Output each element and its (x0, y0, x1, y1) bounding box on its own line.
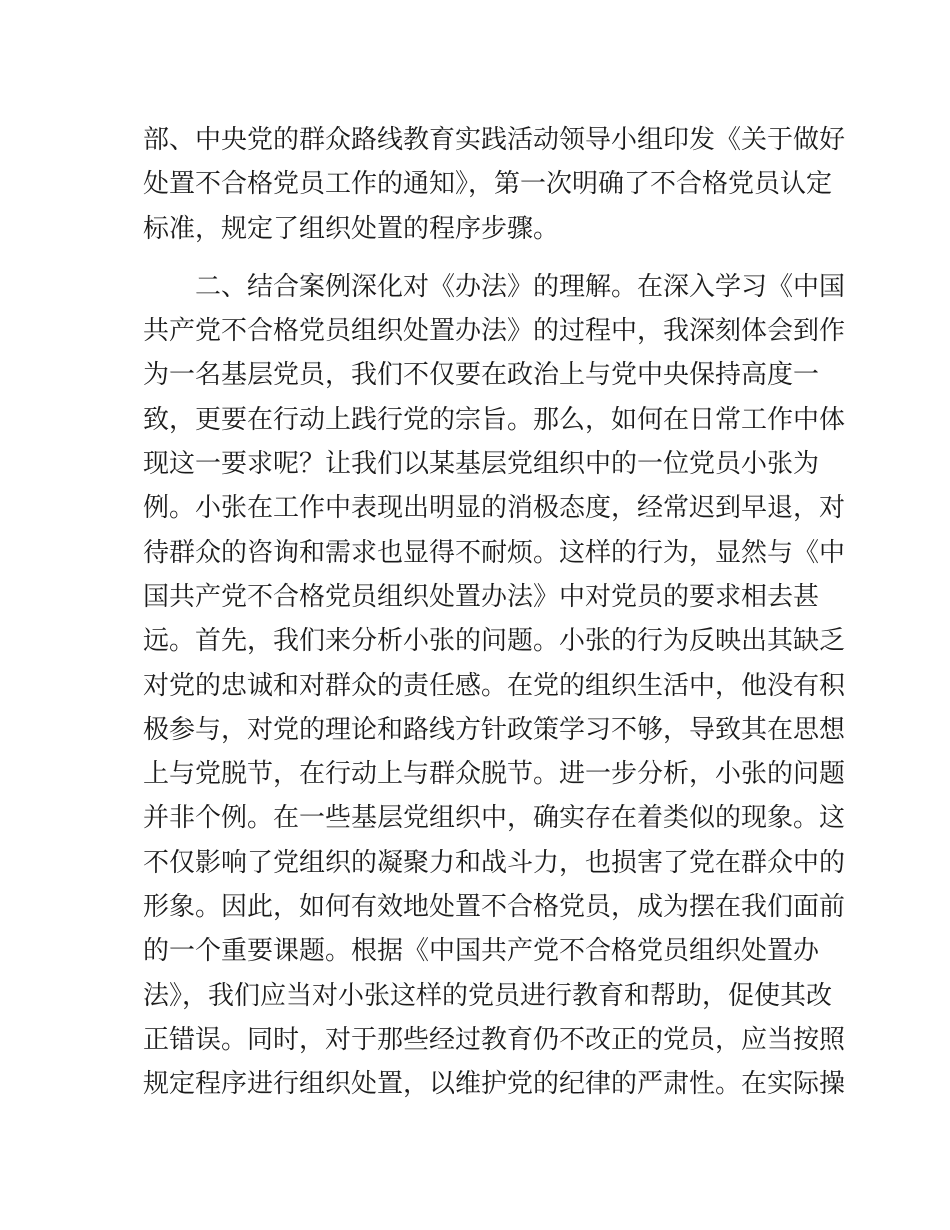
text-line: 规定程序进行组织处置，以维护党的纪律的严肃性。在实际操 (143, 1069, 846, 1100)
document-body (143, 118, 846, 1107)
paragraph-2 (143, 265, 846, 1107)
text-line: 并非个例。在一些基层党组织中，确实存在着类似的现象。这 (143, 803, 846, 834)
text-line: 为一名基层党员，我们不仅要在政治上与党中央保持高度一 (143, 360, 820, 391)
paragraph-spacing (143, 251, 811, 265)
paragraph-1 (143, 118, 846, 251)
text-line: 处置不合格党员工作的通知》，第一次明确了不合格党员认定 (143, 169, 833, 200)
text-line: 形象。因此，如何有效地处置不合格党员，成为摆在我们面前 (143, 892, 846, 923)
text-line: 待群众的咨询和需求也显得不耐烦。这样的行为，显然与《中 (143, 537, 846, 568)
text-line: 国共产党不合格党员组织处置办法》中对党员的要求相去甚 (143, 581, 820, 612)
text-line: 标准，规定了组织处置的程序步骤。 (143, 213, 560, 244)
text-line: 极参与，对党的理论和路线方针政策学习不够，导致其在思想 (143, 714, 846, 745)
text-line: 不仅影响了党组织的凝聚力和战斗力，也损害了党在群众中的 (143, 847, 846, 878)
text-line: 法》，我们应当对小张这样的党员进行教育和帮助，促使其改 (143, 980, 833, 1011)
text-line: 共产党不合格党员组织处置办法》的过程中，我深刻体会到作 (143, 316, 846, 347)
text-line: 部、中央党的群众路线教育实践活动领导小组印发《关于做好 (143, 125, 846, 155)
text-line: 上与党脱节，在行动上与群众脱节。进一步分析，小张的问题 (143, 759, 846, 790)
text-line: 对党的忠诚和对群众的责任感。在党的组织生活中，他没有积 (143, 670, 846, 701)
text-line: 现这一要求呢？让我们以某基层党组织中的一位党员小张为 (143, 449, 820, 480)
text-line: 例。小张在工作中表现出明显的消极态度，经常迟到早退，对 (143, 493, 846, 524)
text-line: 正错误。同时，对于那些经过教育仍不改正的党员，应当按照 (143, 1024, 846, 1055)
text-line: 致，更要在行动上践行党的宗旨。那么，如何在日常工作中体 (143, 404, 846, 435)
text-line: 远。首先，我们来分析小张的问题。小张的行为反映出其缺乏 (143, 626, 846, 657)
text-line: 的一个重要课题。根据《中国共产党不合格党员组织处置办 (143, 936, 820, 967)
text-line: 二、结合案例深化对《办法》的理解。在深入学习《中国 (143, 271, 846, 302)
